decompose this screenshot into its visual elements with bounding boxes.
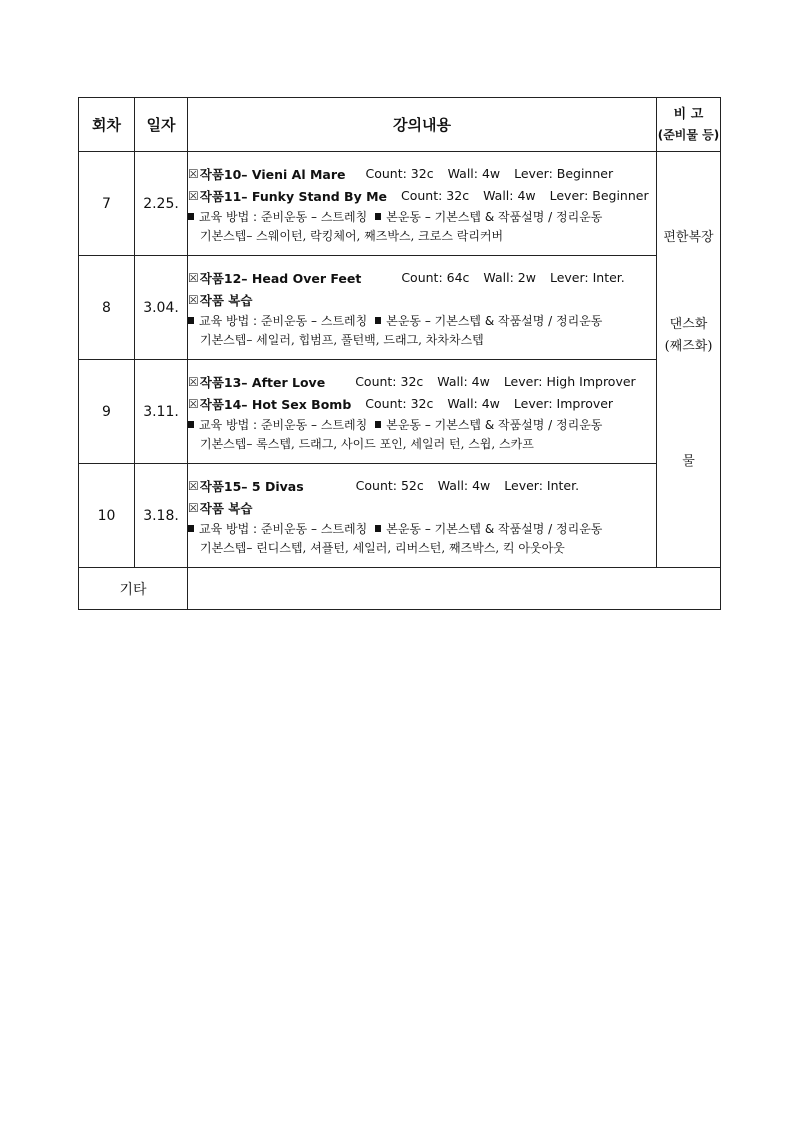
notes-cell <box>657 152 721 568</box>
work-line: ☒ 작품15– 5 Divas Count: 52c Wall: 4w Lever: Inter. <box>188 478 580 494</box>
header-content: 강의내용 <box>188 98 657 152</box>
work-line: ☒ 작품11– Funky Stand By Me Count: 32c Wall: 4w Lever: Beginner <box>188 188 649 204</box>
method-line: 교육 방법 : 준비운동 – 스트레칭 본운동 – 기본스텝 & 작품설명 / 정리운동 <box>188 311 656 330</box>
square-bullet-icon <box>188 317 194 324</box>
square-bullet-icon <box>188 213 194 220</box>
work-line: ☒ 작품14– Hot Sex Bomb Count: 32c Wall: 4w Lever: Improver <box>188 396 614 412</box>
table-row <box>79 464 721 568</box>
work-line: ☒ 작품13– After Love Count: 32c Wall: 4w Lever: High Improver <box>188 374 636 390</box>
checkbox-slash-icon: ☒ <box>188 188 199 203</box>
steps-line: 기본스텝– 록스텝, 드래그, 사이드 포인, 세일러 턴, 스윕, 스카프 <box>200 436 534 451</box>
table-row <box>79 256 721 360</box>
lesson-content <box>188 152 657 256</box>
footer-value <box>188 568 721 610</box>
round-number: 7 <box>79 152 135 256</box>
footer-row <box>79 568 721 610</box>
method-line: 교육 방법 : 준비운동 – 스트레칭 본운동 – 기본스텝 & 작품설명 / 정리운동 <box>188 519 656 538</box>
checkbox-slash-icon: ☒ <box>188 166 199 181</box>
steps-line: 기본스텝– 린디스텝, 셔플턴, 세일러, 리버스턴, 째즈박스, 킥 아웃아웃 <box>200 540 565 555</box>
checkbox-slash-icon: ☒ <box>188 374 199 389</box>
steps-line: 기본스텝– 스웨이턴, 락킹체어, 째즈박스, 크로스 락리커버 <box>200 228 504 243</box>
steps-line: 기본스텝– 세일러, 힙범프, 풀턴백, 드래그, 차차차스텝 <box>200 332 484 347</box>
note-clothes: 편한복장 <box>663 230 714 245</box>
work-line: ☒ 작품10– Vieni Al Mare Count: 32c Wall: 4w Lever: Beginner <box>188 166 614 182</box>
lesson-date: 2.25. <box>135 152 188 256</box>
checkbox-slash-icon: ☒ <box>188 292 199 307</box>
round-number: 10 <box>79 464 135 568</box>
lesson-date: 3.11. <box>135 360 188 464</box>
footer-label: 기타 <box>79 568 188 610</box>
checkbox-slash-icon: ☒ <box>188 270 199 285</box>
note-water: 물 <box>682 454 695 469</box>
work-line: ☒ 작품 복습 <box>188 292 253 308</box>
header-note-title: 비 고 <box>673 106 704 122</box>
note-shoes: 댄스화 (째즈화) <box>664 317 713 354</box>
square-bullet-icon <box>375 213 381 220</box>
round-number: 9 <box>79 360 135 464</box>
work-line: ☒ 작품12– Head Over Feet Count: 64c Wall: 2w Lever: Inter. <box>188 270 625 286</box>
header-date: 일자 <box>135 98 188 152</box>
lesson-date: 3.18. <box>135 464 188 568</box>
square-bullet-icon <box>188 421 194 428</box>
checkbox-slash-icon: ☒ <box>188 478 199 493</box>
table-row <box>79 360 721 464</box>
lesson-content <box>188 256 657 360</box>
square-bullet-icon <box>375 525 381 532</box>
header-note <box>657 98 721 152</box>
round-number: 8 <box>79 256 135 360</box>
header-note-sub: (준비물 등) <box>657 127 720 142</box>
table-row <box>79 152 721 256</box>
lesson-content <box>188 464 657 568</box>
method-line: 교육 방법 : 준비운동 – 스트레칭 본운동 – 기본스텝 & 작품설명 / 정리운동 <box>188 415 656 434</box>
checkbox-slash-icon: ☒ <box>188 396 199 411</box>
work-line: ☒ 작품 복습 <box>188 500 253 516</box>
lesson-content <box>188 360 657 464</box>
method-line: 교육 방법 : 준비운동 – 스트레칭 본운동 – 기본스텝 & 작품설명 / 정리운동 <box>188 207 656 226</box>
schedule-table <box>78 97 721 610</box>
lesson-date: 3.04. <box>135 256 188 360</box>
header-row <box>79 98 721 152</box>
square-bullet-icon <box>188 525 194 532</box>
square-bullet-icon <box>375 421 381 428</box>
header-round: 회차 <box>79 98 135 152</box>
checkbox-slash-icon: ☒ <box>188 500 199 515</box>
square-bullet-icon <box>375 317 381 324</box>
